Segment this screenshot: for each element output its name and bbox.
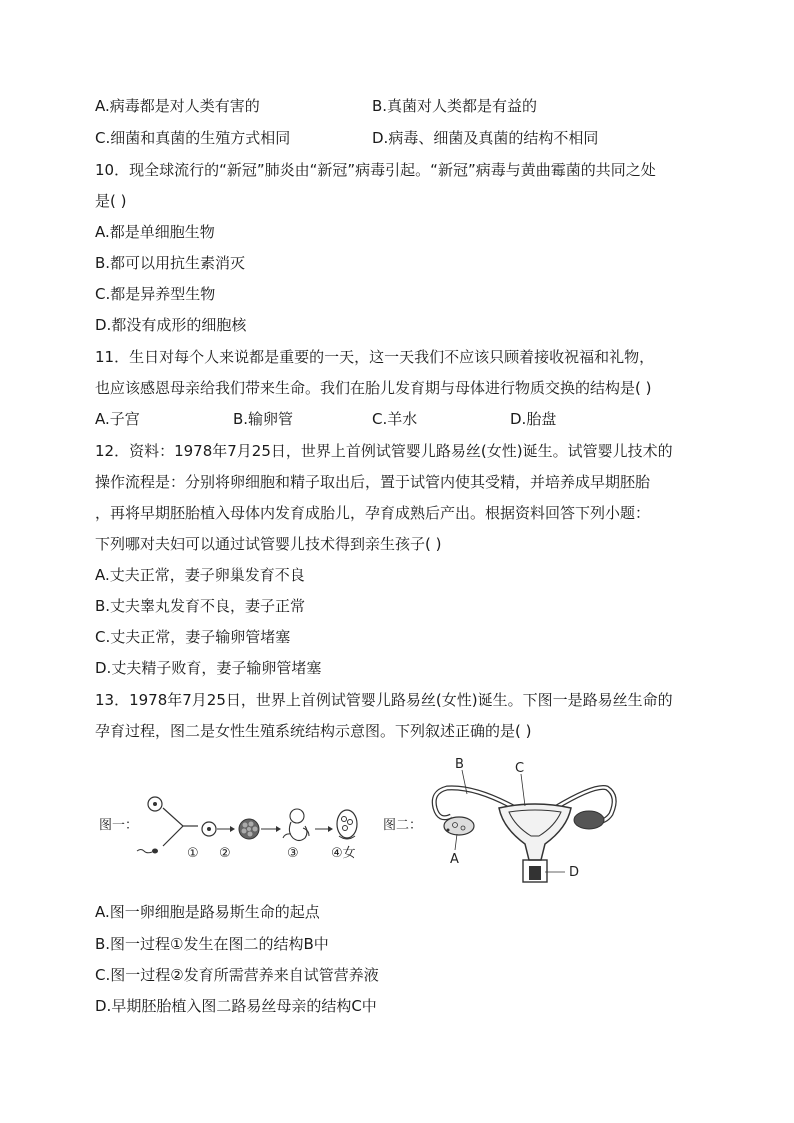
q12-option-a: A.丈夫正常，妻子卵巢发育不良 — [95, 566, 305, 584]
egg-cell-icon — [148, 797, 162, 811]
q13-option-b: B.图一过程①发生在图二的结构B中 — [95, 935, 329, 953]
q12-option-b: B.丈夫睾丸发育不良，妻子正常 — [95, 597, 306, 615]
q12-stem-line1: 12．资料：1978年7月25日，世界上首例试管婴儿路易丝(女性)诞生。试管婴儿技术的 — [95, 442, 673, 460]
arrow-3-head — [328, 826, 333, 832]
q10-stem-line1: 10．现全球流行的“新冠”肺炎由“新冠”病毒引起。“新冠”病毒与黄曲霉菌的共同之处 — [95, 161, 656, 179]
converge-lines — [163, 808, 183, 846]
fig1-step3: ③ — [287, 846, 299, 861]
fig2-label-d: D — [569, 865, 580, 880]
fig2-label-a: A — [450, 852, 459, 867]
label-c-leader — [521, 774, 525, 806]
q12-option-c: C.丈夫正常，妻子输卵管堵塞 — [95, 628, 291, 646]
q9-option-b: B.真菌对人类都是有益的 — [372, 97, 538, 115]
fig1-step2: ② — [219, 846, 231, 861]
fig1-label: 图一： — [99, 818, 139, 833]
embryo-cells-icon — [239, 819, 259, 839]
q11-option-b: B.输卵管 — [233, 410, 294, 428]
q12-stem-line2: 操作流程是：分别将卵细胞和精子取出后，置于试管内使其受精，并培养成早期胚胎 — [95, 473, 651, 491]
label-a-leader — [455, 834, 457, 850]
q13-option-c: C.图一过程②发育所需营养来自试管营养液 — [95, 966, 379, 984]
q12-option-d: D.丈夫精子败育，妻子输卵管堵塞 — [95, 659, 322, 677]
q11-option-c: C.羊水 — [372, 410, 418, 428]
fig2-label-b: B — [455, 757, 464, 772]
q12-stem-line3: ，再将早期胚胎植入母体内发育成胎儿，孕育成熟后产出。根据资料回答下列小题： — [95, 504, 651, 522]
q13-option-a: A.图一卵细胞是路易斯生命的起点 — [95, 903, 320, 921]
arrow-1-head — [230, 826, 235, 832]
q10-option-c: C.都是异养型生物 — [95, 285, 216, 303]
q13-figure — [95, 756, 695, 886]
q12-stem-line4: 下列哪对夫妇可以通过试管婴儿技术得到亲生孩子( ) — [95, 535, 442, 553]
q9-option-c: C.细菌和真菌的生殖方式相同 — [95, 129, 291, 147]
q10-stem-line2: 是( ) — [95, 192, 127, 210]
fig2-label: 图二： — [383, 818, 423, 833]
q11-option-a: A.子宫 — [95, 410, 140, 428]
fetus-icon — [283, 809, 309, 841]
q10-option-a: A.都是单细胞生物 — [95, 223, 215, 241]
q11-stem-line2: 也应该感恩母亲给我们带来生命。我们在胎儿发育期与母体进行物质交换的结构是( ) — [95, 379, 652, 397]
q11-stem-line1: 11．生日对每个人来说都是重要的一天，这一天我们不应该只顾着接收祝福和礼物， — [95, 348, 655, 366]
q9-option-d: D.病毒、细菌及真菌的结构不相同 — [372, 129, 599, 147]
fig2-label-c: C — [515, 761, 525, 776]
baby-icon — [337, 810, 357, 839]
q13-stem-line2: 孕育过程，图二是女性生殖系统结构示意图。下列叙述正确的是( ) — [95, 722, 532, 740]
q10-option-b: B.都可以用抗生素消灭 — [95, 254, 246, 272]
sperm-icon — [137, 849, 158, 854]
q9-option-a: A.病毒都是对人类有害的 — [95, 97, 260, 115]
zygote-icon — [202, 822, 216, 836]
q13-stem-line1: 13．1978年7月25日，世界上首例试管婴儿路易丝(女性)诞生。下图一是路易丝生命的 — [95, 691, 673, 709]
arrow-2-head — [276, 826, 281, 832]
fig1-step4: ④女 — [331, 846, 356, 861]
q11-option-d: D.胎盘 — [510, 410, 557, 428]
q13-option-d: D.早期胚胎植入图二路易丝母亲的结构C中 — [95, 997, 377, 1015]
fig1-step1: ① — [187, 846, 199, 861]
q10-option-d: D.都没有成形的细胞核 — [95, 316, 247, 334]
